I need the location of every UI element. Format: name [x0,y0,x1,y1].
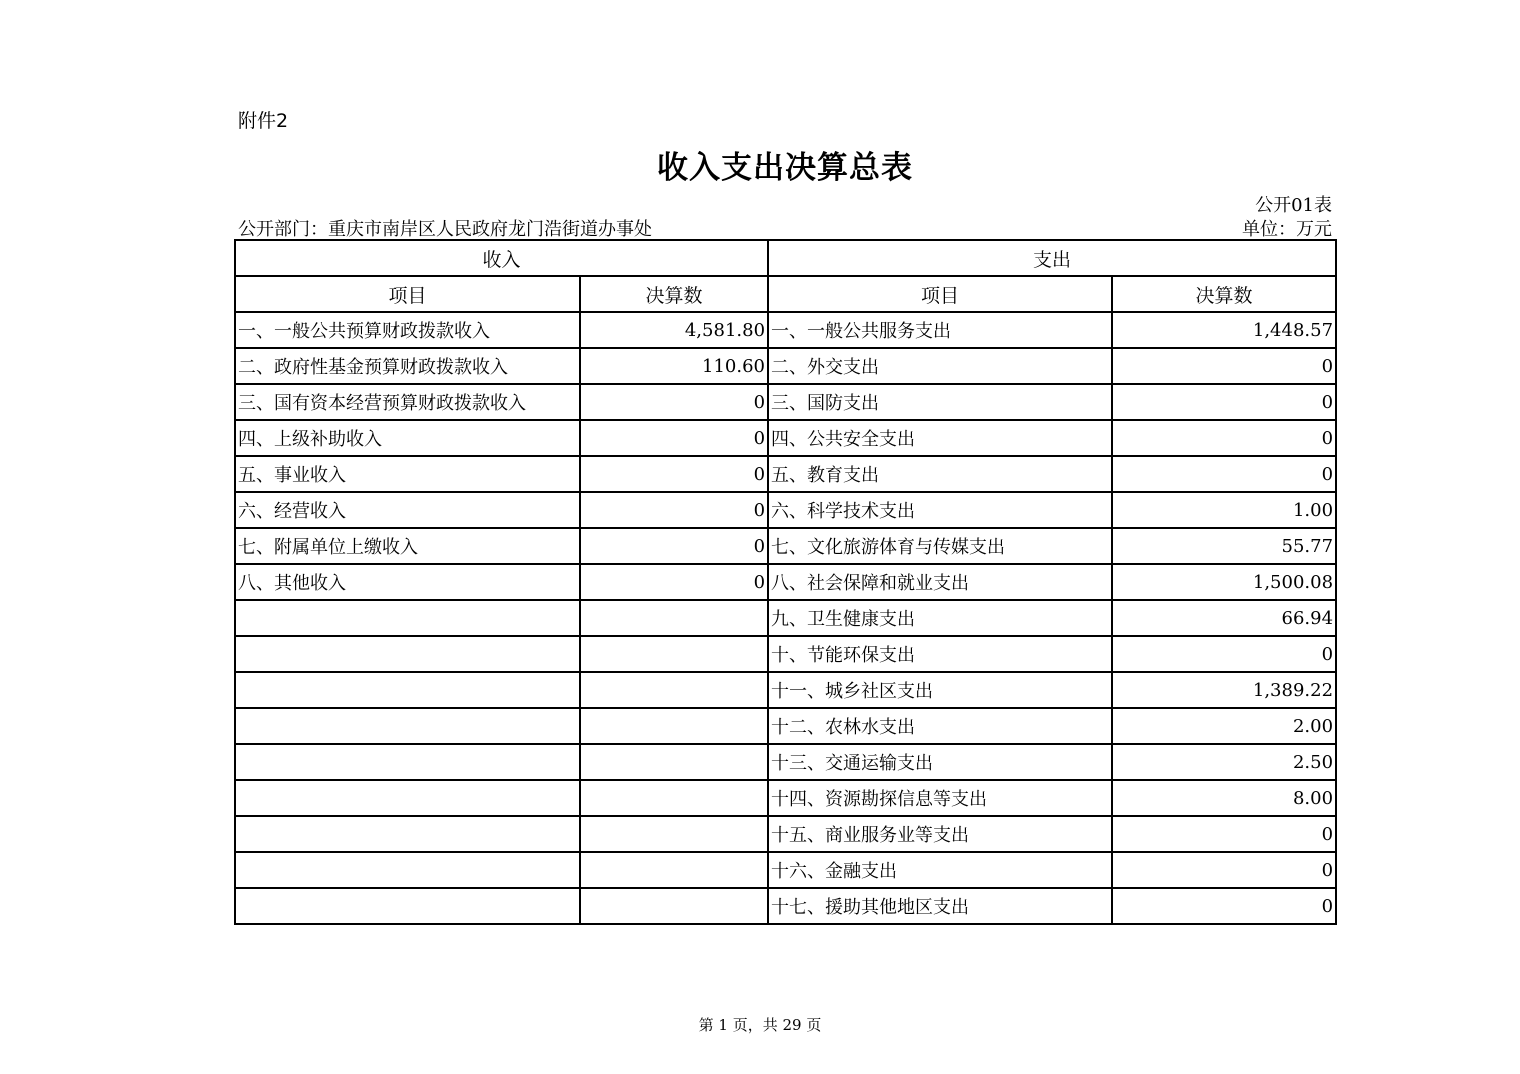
income-amount-cell: 110.60 [580,348,768,384]
table-row [235,744,1336,780]
expense-item-cell: 十四、资源勘探信息等支出 [768,780,1112,816]
expense-item-cell: 十二、农林水支出 [768,708,1112,744]
income-amount-cell: 0 [580,528,768,564]
income-amount-cell: 4,581.80 [580,312,768,348]
expense-item-cell: 九、卫生健康支出 [768,600,1112,636]
income-item-cell: 六、经营收入 [235,492,580,528]
income-amount-cell: 0 [580,420,768,456]
attachment-label: 附件2 [238,110,289,132]
page-title: 收入支出决算总表 [657,150,913,186]
income-amount-cell: 0 [580,456,768,492]
income-item-cell: 三、国有资本经营预算财政拨款收入 [235,384,580,420]
expense-item-cell: 十、节能环保支出 [768,636,1112,672]
table-row [235,564,1336,600]
table-row [235,600,1336,636]
income-item-header: 项目 [235,276,580,312]
expense-item-cell: 十三、交通运输支出 [768,744,1112,780]
income-amount-cell: 0 [580,564,768,600]
expense-amount-cell: 0 [1112,384,1336,420]
income-amount-cell [580,636,768,672]
income-item-cell: 五、事业收入 [235,456,580,492]
income-item-cell [235,816,580,852]
income-amount-cell [580,744,768,780]
expense-amount-cell: 0 [1112,348,1336,384]
expense-amount-cell: 1,389.22 [1112,672,1336,708]
income-item-cell [235,852,580,888]
form-code: 公开01表 [1255,195,1332,216]
expense-group-header: 支出 [768,240,1336,276]
department-label: 公开部门：重庆市南岸区人民政府龙门浩街道办事处 [238,219,652,240]
expense-amount-cell: 0 [1112,636,1336,672]
expense-amount-cell: 66.94 [1112,600,1336,636]
expense-item-cell: 二、外交支出 [768,348,1112,384]
expense-amount-cell: 1,500.08 [1112,564,1336,600]
page-footer: 第 1 页，共 29 页 [698,1016,822,1034]
expense-amount-cell: 1,448.57 [1112,312,1336,348]
income-amount-cell: 0 [580,492,768,528]
expense-amount-cell: 2.00 [1112,708,1336,744]
expense-amount-cell: 55.77 [1112,528,1336,564]
table-row [235,528,1336,564]
income-expense-table [234,239,1337,925]
income-item-cell: 二、政府性基金预算财政拨款收入 [235,348,580,384]
table-row [235,888,1336,924]
expense-item-cell: 一、一般公共服务支出 [768,312,1112,348]
table-row [235,636,1336,672]
table-row [235,384,1336,420]
income-group-header: 收入 [235,240,768,276]
income-item-cell: 一、一般公共预算财政拨款收入 [235,312,580,348]
expense-item-cell: 六、科学技术支出 [768,492,1112,528]
income-amount-cell [580,852,768,888]
income-item-cell [235,600,580,636]
table-row [235,816,1336,852]
group-header-row [235,240,1336,276]
expense-item-cell: 三、国防支出 [768,384,1112,420]
income-amount-cell [580,888,768,924]
income-amount-cell [580,672,768,708]
expense-amount-cell: 0 [1112,420,1336,456]
expense-amount-cell: 0 [1112,456,1336,492]
income-item-cell: 七、附属单位上缴收入 [235,528,580,564]
expense-amount-header: 决算数 [1112,276,1336,312]
expense-item-cell: 四、公共安全支出 [768,420,1112,456]
table-row [235,852,1336,888]
income-amount-cell [580,780,768,816]
income-amount-cell [580,600,768,636]
expense-amount-cell: 8.00 [1112,780,1336,816]
income-item-cell: 四、上级补助收入 [235,420,580,456]
income-item-cell: 八、其他收入 [235,564,580,600]
income-item-cell [235,888,580,924]
table-row [235,420,1336,456]
expense-item-cell: 七、文化旅游体育与传媒支出 [768,528,1112,564]
table-row [235,708,1336,744]
table-row [235,672,1336,708]
table-row [235,456,1336,492]
expense-amount-cell: 1.00 [1112,492,1336,528]
income-item-cell [235,744,580,780]
expense-item-cell: 五、教育支出 [768,456,1112,492]
table-row [235,348,1336,384]
income-amount-header: 决算数 [580,276,768,312]
expense-item-header: 项目 [768,276,1112,312]
table-body [235,312,1336,924]
table-row [235,780,1336,816]
income-item-cell [235,780,580,816]
income-amount-cell: 0 [580,384,768,420]
expense-item-cell: 十五、商业服务业等支出 [768,816,1112,852]
expense-amount-cell: 2.50 [1112,744,1336,780]
table-row [235,492,1336,528]
expense-amount-cell: 0 [1112,816,1336,852]
income-amount-cell [580,816,768,852]
income-item-cell [235,708,580,744]
expense-item-cell: 十六、金融支出 [768,852,1112,888]
expense-item-cell: 八、社会保障和就业支出 [768,564,1112,600]
unit-label: 单位：万元 [1242,219,1332,240]
expense-amount-cell: 0 [1112,852,1336,888]
expense-item-cell: 十七、援助其他地区支出 [768,888,1112,924]
table-row [235,312,1336,348]
income-item-cell [235,636,580,672]
income-item-cell [235,672,580,708]
column-header-row [235,276,1336,312]
income-amount-cell [580,708,768,744]
expense-item-cell: 十一、城乡社区支出 [768,672,1112,708]
expense-amount-cell: 0 [1112,888,1336,924]
